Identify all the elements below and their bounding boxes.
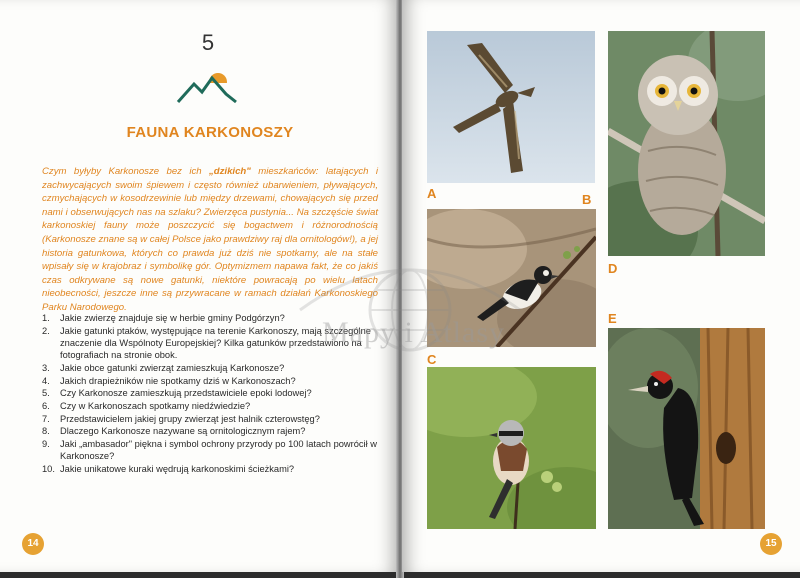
photo-a-soaring-buzzard — [427, 31, 595, 183]
photo-label-c: C — [427, 352, 437, 367]
question-text: Jakie unikatowe kuraki wędrują karkonoskimi ścieżkami? — [60, 463, 295, 474]
intro-emphasis: „dzikich" — [208, 166, 251, 177]
question-item — [42, 387, 378, 399]
right-page — [402, 0, 800, 572]
question-item — [42, 425, 378, 437]
question-number: 5. — [42, 388, 50, 399]
question-item — [42, 375, 378, 387]
question-text: Jaki „ambasador" piękna i symbol ochrony przyrody po 100 latach powrócił w Karkonosze? — [60, 439, 377, 462]
photo-c-shrike — [427, 367, 596, 529]
question-number: 10. — [42, 463, 55, 474]
left-page — [0, 0, 398, 572]
question-text: Jakie obce gatunki zwierząt zamieszkują Karkonosze? — [60, 362, 285, 373]
question-item — [42, 438, 378, 462]
question-number: 7. — [42, 413, 50, 424]
question-number: 6. — [42, 400, 50, 411]
question-item — [42, 400, 378, 412]
question-number: 9. — [42, 439, 50, 450]
watermark-text: Mapy i Atlasy — [322, 316, 505, 349]
page-number-right: 15 — [760, 533, 782, 555]
question-text: Jakie zwierzę znajduje się w herbie gminy Podgórzyn? — [60, 313, 285, 323]
question-number: 2. — [42, 325, 50, 336]
question-item — [42, 362, 378, 374]
photo-label-a: A — [427, 186, 437, 201]
page-number-left: 14 — [22, 533, 44, 555]
intro-text-start: Czym byłyby Karkonosze bez ich — [42, 166, 209, 177]
intro-text-rest: mieszkańców: latających i zachwycających swoim śpiewem i często również ubarwieniem, pływających, czmychających w kosodrzewinie lub między drzewami, chowających się przed nami i obserwujących nas na szlaku? Zwierzęca pustynia... Na szczęście świat karkonoskiej fauny może poszczycić się bogactwem i różnorodnością (Karkonosze znane są w całej Polsce jako prawdziwy raj dla ornitologów!), a jej historia gatunkowa, których co prawda już dziś nie spotkamy, ale na stałe wpisały się w krajobraz i symbolikę gór. Optymizmem napawa fakt, że co jakiś czas odkrywane są nowe gatunki, niektóre powracają po wielu latach nieobecności, jeszcze inne są przywracane w ramach działań Karkonoskiego Parku Narodowego. — [42, 166, 378, 313]
owl-icon — [638, 55, 726, 235]
question-number: 3. — [42, 362, 50, 373]
question-number: 4. — [42, 375, 50, 386]
question-text: Jakich drapieżników nie spotkamy dziś w Karkonoszach? — [60, 375, 296, 386]
question-text: Dlaczego Karkonosze nazywane są ornitologicznym rajem? — [60, 426, 306, 437]
question-text: Czy w Karkonoszach spotkamy niedźwiedzie? — [60, 400, 251, 411]
intro-paragraph — [42, 165, 378, 315]
question-number: 8. — [42, 426, 50, 437]
question-text: Przedstawicielem jakiej grupy zwierząt jest halnik czterowstęg? — [60, 413, 320, 424]
page-title: FAUNA KARKONOSZY — [126, 124, 294, 141]
photo-e-black-woodpecker — [608, 328, 765, 529]
photo-label-d: D — [608, 261, 618, 276]
photo-label-e: E — [608, 311, 617, 326]
question-item — [42, 463, 378, 475]
photo-label-b: B — [582, 192, 592, 207]
photo-d-boreal-owl — [608, 31, 765, 256]
mountain-sun-logo — [176, 70, 240, 106]
question-text: Jakie gatunki ptaków, występujące na terenie Karkonoszy, mają szczególne znaczenie dla Wspólnoty Europejskiej? Kilka gatunków przedstawiono na fotografiach na stronie obok. — [60, 325, 371, 361]
question-number: 1. — [42, 313, 50, 323]
question-item — [42, 413, 378, 425]
question-text: Czy Karkonosze zamieszkują przedstawiciele epoki lodowej? — [60, 388, 312, 399]
chapter-number: 5 — [201, 30, 215, 55]
